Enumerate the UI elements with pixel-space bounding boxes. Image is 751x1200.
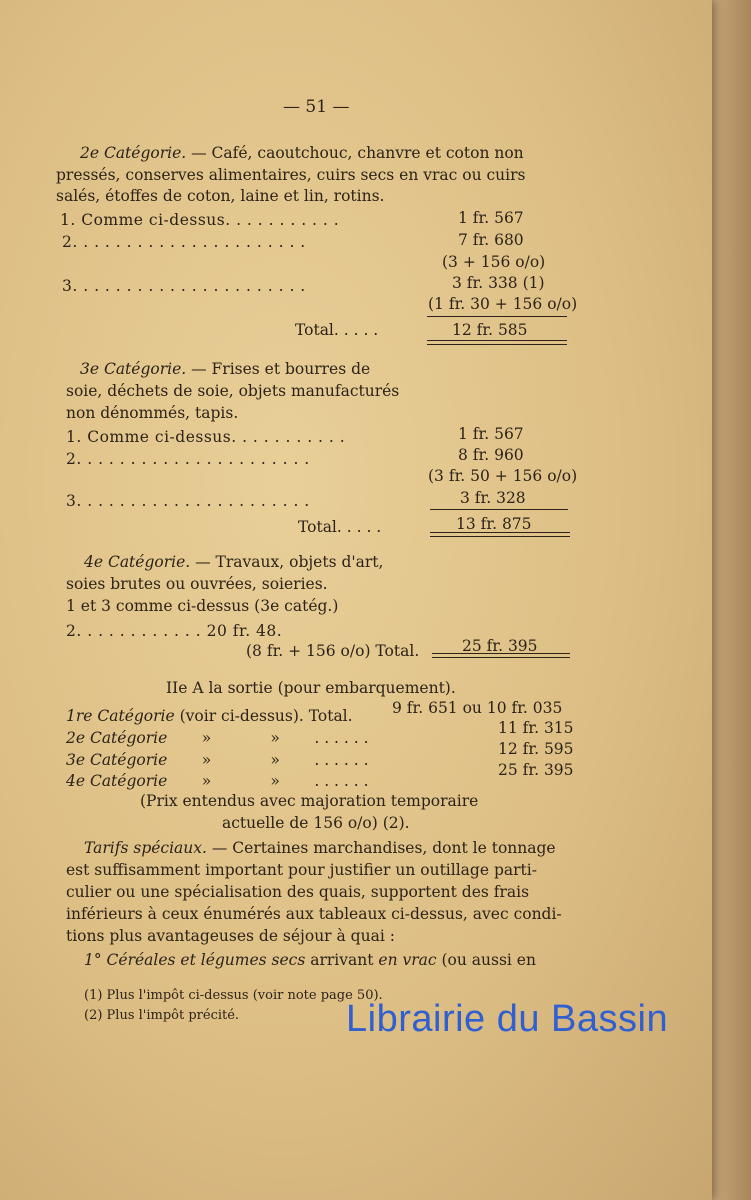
sortie-row-3 — [66, 750, 369, 770]
watermark: Librairie du Bassin — [346, 998, 669, 1040]
cat4-row2-note: (8 fr. + 156 o/o) Total. — [246, 642, 420, 660]
tarifs-line6-b: arrivant — [305, 951, 379, 969]
tarifs-line6 — [84, 950, 536, 970]
sortie-row-4-rest: » » . . . . . . — [167, 772, 369, 790]
sortie-heading: IIe A la sortie (pour embarquement). — [166, 679, 456, 697]
cat4-total-rule — [432, 653, 570, 658]
sortie-row-1-label: 1re Catégorie — [66, 707, 175, 725]
sortie-row-3-rest: » » . . . . . . — [167, 751, 369, 769]
cat2-intro-line1 — [80, 143, 524, 163]
cat4-intro-line2: soies brutes ou ouvrées, soieries. — [66, 575, 328, 593]
cat3-row3-value: 3 fr. 328 — [460, 489, 526, 507]
cat3-row2-label: 2. . . . . . . . . . . . . . . . . . . . . . — [66, 450, 310, 468]
cat2-sum-rule — [427, 316, 567, 317]
cat4-intro-rest: — Travaux, objets d'art, — [190, 553, 384, 571]
cat2-intro-rest: — Café, caoutchouc, chanvre et coton non — [186, 144, 524, 162]
cat4-total-value: 25 fr. 395 — [462, 637, 538, 655]
cat2-row2-note: (3 + 156 o/o) — [442, 253, 546, 271]
cat3-intro-rest: — Frises et bourres de — [186, 360, 371, 378]
cat3-label: 3e Catégorie. — [80, 360, 187, 378]
cat2-row1-value: 1 fr. 567 — [458, 209, 524, 227]
sortie-note-line2: actuelle de 156 o/o) (2). — [222, 814, 410, 832]
cat3-intro-line2: soie, déchets de soie, objets manufacturés — [66, 382, 400, 400]
cat3-total-rule — [430, 532, 570, 537]
sortie-row-2-label: 2e Catégorie — [66, 729, 168, 747]
cat2-row1-label: 1. Comme ci-dessus. . . . . . . . . . . — [60, 211, 340, 229]
cat2-row2-label: 2. . . . . . . . . . . . . . . . . . . . . . — [62, 233, 306, 251]
cat2-row2-value: 7 fr. 680 — [458, 231, 524, 249]
tarifs-line6-a: 1° Céréales et légumes secs — [84, 951, 306, 969]
tarifs-line6-c: en vrac — [378, 951, 437, 969]
cat2-total-label: Total. . . . . — [295, 321, 379, 339]
cat3-row2-note: (3 fr. 50 + 156 o/o) — [428, 467, 578, 485]
cat4-label: 4e Catégorie. — [84, 553, 191, 571]
sortie-note-line1: (Prix entendus avec majoration temporaire — [140, 792, 479, 810]
sortie-row-2-value: 11 fr. 315 — [498, 719, 574, 737]
cat3-total-label: Total. . . . . — [298, 518, 382, 536]
sortie-row-4-label: 4e Catégorie — [66, 772, 168, 790]
cat4-intro-line1 — [84, 552, 383, 572]
page-number: — 51 — — [283, 97, 350, 117]
sortie-row-2-rest: » » . . . . . . — [167, 729, 369, 747]
cat3-row3-label: 3. . . . . . . . . . . . . . . . . . . . . . — [66, 492, 310, 510]
cat2-label: 2e Catégorie. — [80, 144, 187, 162]
cat3-total-value: 13 fr. 875 — [456, 515, 532, 533]
cat3-row2-value: 8 fr. 960 — [458, 446, 524, 464]
tarifs-line3: culier ou une spécialisation des quais, supportent des frais — [66, 883, 530, 901]
tarifs-line4: inférieurs à ceux énumérés aux tableaux ci-dessus, avec condi- — [66, 905, 562, 923]
cat2-row3-label: 3. . . . . . . . . . . . . . . . . . . . . . — [62, 277, 306, 295]
tarifs-line1 — [84, 838, 556, 858]
sortie-row-1-rest: (voir ci-dessus). Total. — [174, 707, 353, 725]
cat2-row3-value: 3 fr. 338 (1) — [452, 274, 545, 292]
tarifs-line6-d: (ou aussi en — [436, 951, 536, 969]
tarifs-label: Tarifs spéciaux. — [84, 839, 207, 857]
cat3-intro-line1 — [80, 359, 370, 379]
cat2-intro-line3: salés, étoffes de coton, laine et lin, rotins. — [56, 187, 385, 205]
footnote-2: (2) Plus l'impôt précité. — [84, 1008, 240, 1023]
sortie-row-4 — [66, 771, 369, 791]
sortie-row-3-value: 12 fr. 595 — [498, 740, 574, 758]
cat2-total-value: 12 fr. 585 — [452, 321, 528, 339]
sortie-row-2 — [66, 728, 369, 748]
tarifs-line1-rest: — Certaines marchandises, dont le tonnage — [206, 839, 556, 857]
tarifs-line5: tions plus avantageuses de séjour à quai : — [66, 927, 395, 945]
cat2-total-rule — [427, 340, 567, 345]
sortie-row-3-label: 3e Catégorie — [66, 751, 168, 769]
cat3-row1-label: 1. Comme ci-dessus. . . . . . . . . . . — [66, 428, 346, 446]
cat4-intro-line3: 1 et 3 comme ci-dessus (3e catég.) — [66, 597, 339, 615]
sortie-row-1 — [66, 706, 353, 726]
cat3-row1-value: 1 fr. 567 — [458, 425, 524, 443]
cat2-row3-note: (1 fr. 30 + 156 o/o) — [428, 295, 578, 313]
cat3-sum-rule — [430, 509, 568, 510]
tarifs-line2: est suffisamment important pour justifier un outillage parti- — [66, 861, 537, 879]
cat3-intro-line3: non dénommés, tapis. — [66, 404, 239, 422]
sortie-row-1-value: 9 fr. 651 ou 10 fr. 035 — [392, 699, 563, 717]
sortie-row-4-value: 25 fr. 395 — [498, 761, 574, 779]
cat4-row2-label: 2. . . . . . . . . . . . 20 fr. 48. — [66, 622, 283, 640]
footnote-1: (1) Plus l'impôt ci-dessus (voir note page 50). — [84, 988, 383, 1003]
cat2-intro-line2: pressés, conserves alimentaires, cuirs secs en vrac ou cuirs — [56, 166, 526, 184]
